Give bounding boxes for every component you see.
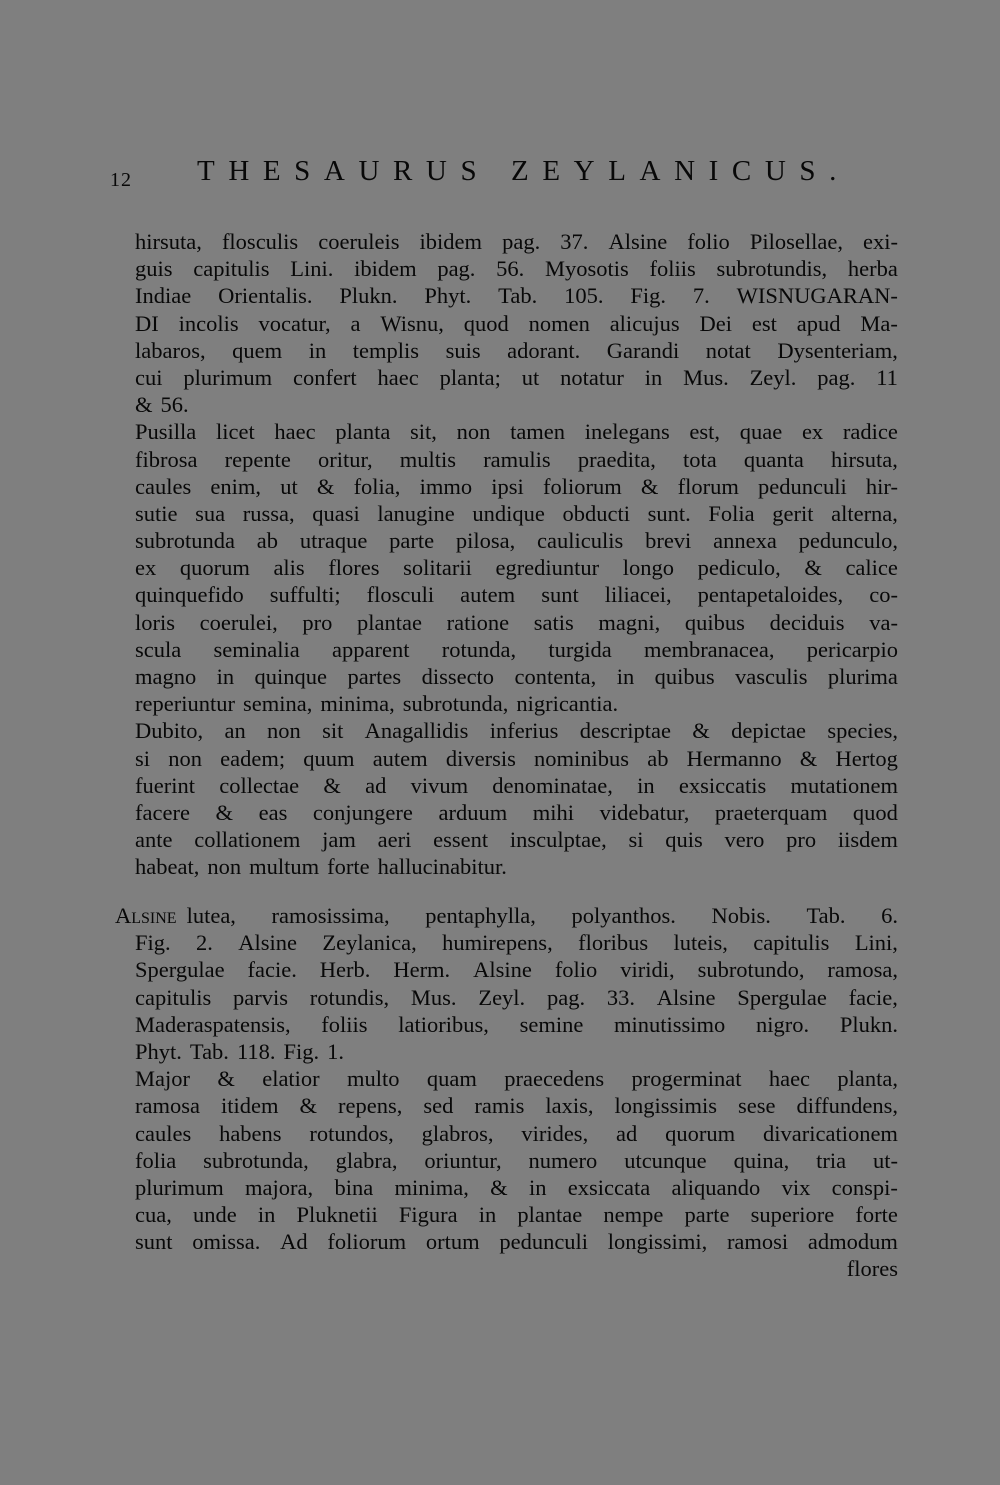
alsine-lead-word: Alsine [115,903,177,928]
text-line: fuerint collectae & ad vivum denominatae, in exsiccatis mutationem [135,772,898,798]
text-line: labaros, quem in templis suis adorant. Garandi notat Dysenteriam, [135,337,898,363]
text-line: Major & elatior multo quam praecedens progerminat haec planta, [135,1066,898,1092]
page-number: 12 [110,169,132,191]
paragraph-dubito [135,717,898,880]
page-header [0,155,1000,195]
text-line: cui plurimum confert haec planta; ut notatur in Mus. Zeyl. pag. 11 [135,364,898,390]
text-line: capitulis parvis rotundis, Mus. Zeyl. pag. 33. Alsine Spergulae facie, [135,984,898,1010]
text-line: folia subrotunda, glabra, oriuntur, numero utcunque quina, tria ut- [135,1147,898,1173]
text-line: plurimum majora, bina minima, & in exsiccata aliquando vix conspi- [135,1174,898,1200]
text-line: caules enim, ut & folia, immo ipsi foliorum & florum pedunculi hir- [135,473,898,499]
text-line: scula seminalia apparent rotunda, turgida membranacea, pericarpio [135,636,898,662]
text-line: fibrosa repente oritur, multis ramulis praedita, tota quanta hirsuta, [135,446,898,472]
text-line: Indiae Orientalis. Plukn. Phyt. Tab. 105. Fig. 7. WISNUGARAN- [135,283,898,309]
alsine-first-line-text: lutea, ramosissima, pentaphylla, polyanthos. Nobis. Tab. 6. [186,903,898,928]
paragraph-synonyms [135,228,898,418]
running-title: THESAURUS ZEYLANICUS. [197,155,850,187]
text-line: DI incolis vocatur, a Wisnu, quod nomen alicujus Dei est apud Ma- [135,310,898,336]
catchword: flores [846,1256,898,1282]
paragraph-description [135,418,898,717]
catchword-line [115,1255,898,1282]
text-line: Pusilla licet haec planta sit, non tamen inelegans est, quae ex radice [135,419,898,445]
text-line: hirsuta, flosculis coeruleis ibidem pag. 37. Alsine folio Pilosellae, exi- [135,229,898,254]
text-line: Maderaspatensis, foliis latioribus, semine minutissimo nigro. Plukn. [135,1011,898,1037]
text-line: facere & eas conjungere arduum mihi videbatur, praeterquam quod [135,799,898,825]
text-line: magno in quinque partes dissecto contenta, in quibus vasculis plurima [135,664,898,689]
text-line: Phyt. Tab. 118. Fig. 1. [135,1038,344,1064]
text-line: subrotunda ab utraque parte pilosa, cauliculis brevi annexa pedunculo, [135,528,898,554]
text-line: caules habens rotundos, glabros, virides, ad quorum divaricationem [135,1120,898,1146]
text-line: Fig. 2. Alsine Zeylanica, humirepens, floribus luteis, capitulis Lini, [135,930,898,956]
text-line: loris coerulei, pro plantae ratione satis magni, quibus deciduis va- [135,609,898,635]
text-line: Spergulae facie. Herb. Herm. Alsine folio viridi, subrotundo, ramosa, [135,957,898,983]
text-line: & 56. [135,392,189,418]
text-line: quinquefido suffulti; flosculi autem sunt liliacei, pentapetaloides, co- [135,582,898,608]
text-line: reperiuntur semina, minima, subrotunda, nigricantia. [135,691,619,717]
text-line: ramosa itidem & repens, sed ramis laxis, longissimis sese diffundens, [135,1093,898,1119]
text-line: sutie sua russa, quasi lanugine undique obducti sunt. Folia gerit alterna, [135,500,898,526]
paragraph-alsine-description [115,1065,898,1255]
alsine-first-line [115,902,898,929]
paragraph-alsine-synonyms [115,929,898,1065]
text-line: Dubito, an non sit Anagallidis inferius descriptae & depictae species, [135,718,898,744]
text-line: sunt omissa. Ad foliorum ortum pedunculi longissimi, ramosi admodum [135,1229,898,1255]
text-line: habeat, non multum forte hallucinabitur. [135,854,507,880]
text-line: ex quorum alis flores solitarii egrediuntur longo pediculo, & calice [135,555,898,581]
text-line: ante collationem jam aeri essent insculptae, si quis vero pro iisdem [135,827,898,853]
text-line: si non eadem; quum autem diversis nominibus ab Hermanno & Hertog [135,745,898,771]
text-line: cua, unde in Pluknetii Figura in plantae nempe parte superiore forte [135,1202,898,1228]
text-line: guis capitulis Lini. ibidem pag. 56. Myosotis foliis subrotundis, herba [135,256,898,282]
text-block-hirsuta [135,228,898,881]
text-block-alsine [115,902,898,1283]
